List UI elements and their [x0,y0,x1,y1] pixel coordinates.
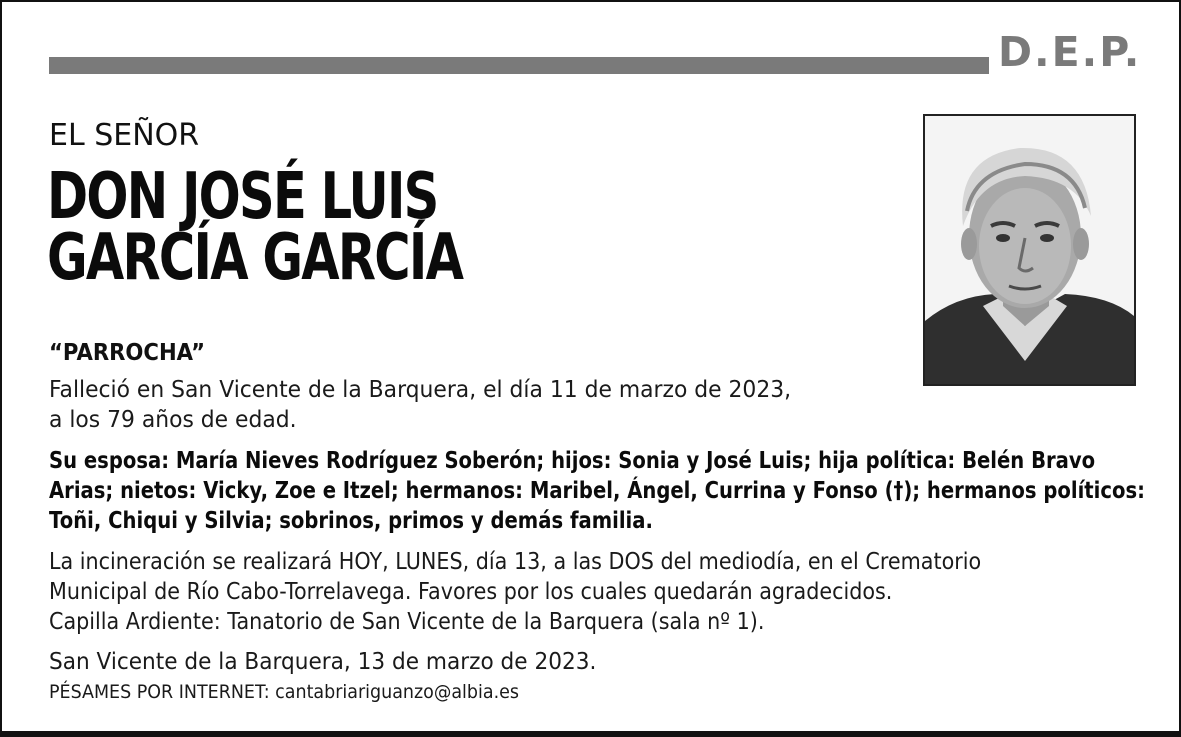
death-line-1: Falleció en San Vicente de la Barquera, el día 11 de marzo de 2023, [49,377,792,403]
deceased-name [47,160,463,295]
honorific: EL SEÑOR [49,118,200,153]
ceremony-line-1: La incineración se realizará HOY, LUNES, día 13, a las DOS del mediodía, en el Crematorio [49,549,982,575]
condolences-email: cantabriariguanzo@albia.es [275,681,520,703]
condolences-label: PÉSAMES POR INTERNET: [49,681,270,703]
family-line-2: Arias; nietos: Vicky, Zoe e Itzel; hermanos: Maribel, Ángel, Currina y Fonso (†); hermanos políticos: [49,478,1145,504]
ceremony-line-2: Municipal de Río Cabo-Torrelavega. Favores por los cuales quedarán agradecidos. [49,579,893,605]
ceremony-details [49,547,981,637]
family-line-3: Toñi, Chiqui y Silvia; sobrinos, primos y demás familia. [49,508,653,534]
header-bar [49,57,989,74]
family-line-1: Su esposa: María Nieves Rodríguez Soberón; hijos: Sonia y José Luis; hija política: Belén Bravo [49,448,1096,474]
condolences-line [49,680,519,704]
death-line-2: a los 79 años de edad. [49,407,297,433]
header-title: D.E.P. [998,28,1142,76]
nickname: “PARROCHA” [49,340,206,366]
death-details [49,375,791,435]
name-line-1: DON JOSÉ LUIS [47,160,438,234]
portrait-photo [923,114,1136,386]
portrait-photo-icon [925,116,1134,384]
place-date: San Vicente de la Barquera, 13 de marzo de 2023. [49,649,597,675]
family-list [49,446,1145,536]
name-line-2: GARCÍA GARCÍA [47,221,463,295]
ceremony-line-3: Capilla Ardiente: Tanatorio de San Vicente de la Barquera (sala nº 1). [49,609,765,635]
